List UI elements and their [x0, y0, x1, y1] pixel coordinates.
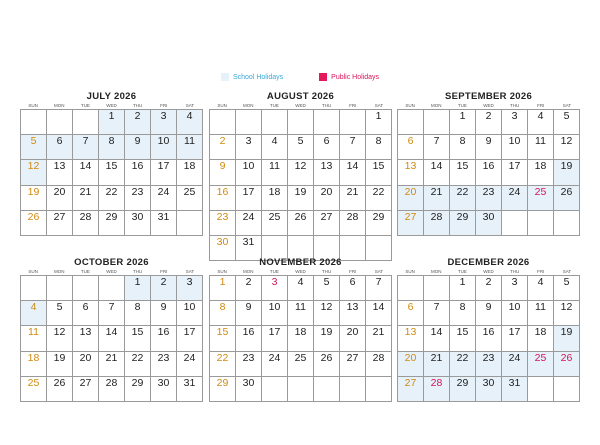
month-title: NOVEMBER 2026 [259, 257, 342, 268]
day-cell[interactable]: 11 [262, 160, 288, 185]
day-cell[interactable]: 28 [424, 377, 450, 402]
day-cell[interactable]: 30 [236, 377, 262, 402]
day-cell[interactable]: 31 [151, 211, 177, 236]
day-cell[interactable]: 21 [340, 186, 366, 211]
day-cell[interactable]: 13 [314, 160, 340, 185]
day-cell[interactable]: 1 [125, 276, 151, 301]
day-cell[interactable]: 16 [125, 160, 151, 185]
day-cell[interactable]: 29 [99, 211, 125, 236]
day-cell[interactable]: 31 [236, 236, 262, 261]
weekday-label: THU [322, 269, 332, 274]
empty-cell [73, 276, 99, 301]
day-cell[interactable]: 1 [450, 110, 476, 135]
day-cell[interactable]: 15 [366, 160, 392, 185]
day-cell[interactable]: 19 [288, 186, 314, 211]
day-cell[interactable]: 6 [340, 276, 366, 301]
month-title: JULY 2026 [86, 91, 137, 102]
month-calendar [209, 92, 392, 261]
day-cell[interactable]: 8 [366, 135, 392, 160]
day-cell[interactable]: 21 [424, 352, 450, 377]
day-cell[interactable]: 3 [502, 110, 528, 135]
day-cell[interactable]: 17 [236, 186, 262, 211]
day-cell[interactable]: 8 [99, 135, 125, 160]
day-cell[interactable]: 12 [554, 301, 580, 326]
month-title: DECEMBER 2026 [447, 257, 530, 268]
day-cell[interactable]: 27 [340, 352, 366, 377]
day-cell[interactable]: 15 [450, 326, 476, 351]
weekday-label: THU [510, 269, 520, 274]
day-cell[interactable]: 18 [177, 160, 203, 185]
empty-cell [21, 110, 47, 135]
day-cell[interactable]: 5 [554, 110, 580, 135]
day-cell[interactable]: 8 [210, 301, 236, 326]
day-cell[interactable]: 10 [262, 301, 288, 326]
day-grid [209, 109, 392, 261]
day-cell[interactable]: 28 [99, 377, 125, 402]
day-cell[interactable]: 10 [177, 301, 203, 326]
day-cell[interactable]: 19 [47, 352, 73, 377]
day-cell[interactable]: 4 [528, 110, 554, 135]
empty-cell [366, 377, 392, 402]
day-cell[interactable]: 25 [262, 211, 288, 236]
day-cell[interactable]: 12 [288, 160, 314, 185]
day-cell[interactable]: 3 [177, 276, 203, 301]
day-cell[interactable]: 12 [21, 160, 47, 185]
day-cell[interactable]: 10 [502, 135, 528, 160]
day-grid [397, 109, 580, 236]
day-cell[interactable]: 7 [424, 135, 450, 160]
day-cell[interactable]: 18 [288, 326, 314, 351]
day-cell[interactable]: 17 [262, 326, 288, 351]
day-cell[interactable]: 20 [398, 352, 424, 377]
day-cell[interactable]: 14 [73, 160, 99, 185]
day-cell[interactable]: 3 [151, 110, 177, 135]
day-cell[interactable]: 5 [21, 135, 47, 160]
day-cell[interactable]: 26 [554, 186, 580, 211]
day-cell[interactable]: 10 [151, 135, 177, 160]
empty-cell [262, 377, 288, 402]
day-cell[interactable]: 8 [125, 301, 151, 326]
month-calendar [20, 92, 203, 236]
day-cell[interactable]: 17 [151, 160, 177, 185]
weekday-header [20, 102, 203, 109]
day-cell[interactable]: 23 [236, 352, 262, 377]
empty-cell [73, 110, 99, 135]
day-cell[interactable]: 7 [424, 301, 450, 326]
day-cell[interactable]: 7 [366, 276, 392, 301]
day-cell[interactable]: 2 [125, 110, 151, 135]
weekday-label: MON [53, 103, 65, 108]
day-cell[interactable]: 17 [177, 326, 203, 351]
day-cell[interactable]: 8 [450, 301, 476, 326]
day-cell[interactable]: 13 [398, 326, 424, 351]
day-cell[interactable]: 12 [47, 326, 73, 351]
empty-cell [314, 110, 340, 135]
weekday-header [20, 268, 203, 275]
day-cell[interactable]: 11 [288, 301, 314, 326]
empty-cell [288, 110, 314, 135]
empty-cell [528, 211, 554, 236]
empty-cell [398, 276, 424, 301]
day-cell[interactable]: 24 [502, 352, 528, 377]
empty-cell [340, 377, 366, 402]
legend-public-holidays [319, 73, 379, 81]
weekday-label: TUE [457, 269, 467, 274]
day-cell[interactable]: 31 [177, 377, 203, 402]
day-cell[interactable]: 11 [528, 301, 554, 326]
day-cell[interactable]: 22 [210, 352, 236, 377]
day-cell[interactable]: 16 [210, 186, 236, 211]
month-title: AUGUST 2026 [266, 91, 335, 102]
weekday-label: MON [430, 269, 442, 274]
day-cell[interactable]: 24 [236, 211, 262, 236]
weekday-label: FRI [537, 269, 545, 274]
day-cell[interactable]: 20 [340, 326, 366, 351]
day-cell[interactable]: 21 [424, 186, 450, 211]
day-cell[interactable]: 20 [73, 352, 99, 377]
weekday-label: SUN [217, 103, 227, 108]
month-calendar [397, 258, 580, 402]
day-cell[interactable]: 4 [262, 135, 288, 160]
day-cell[interactable]: 14 [424, 160, 450, 185]
weekday-label: WED [106, 269, 117, 274]
day-cell[interactable]: 16 [476, 160, 502, 185]
weekday-label: TUE [269, 103, 279, 108]
day-cell[interactable]: 25 [288, 352, 314, 377]
day-cell[interactable]: 2 [476, 110, 502, 135]
day-cell[interactable]: 26 [21, 211, 47, 236]
weekday-label: WED [295, 103, 306, 108]
day-cell[interactable]: 20 [398, 186, 424, 211]
weekday-header [397, 102, 580, 109]
day-cell[interactable]: 18 [262, 186, 288, 211]
day-cell[interactable]: 2 [236, 276, 262, 301]
weekday-label: WED [483, 103, 494, 108]
weekday-label: THU [322, 103, 332, 108]
day-cell[interactable]: 16 [476, 326, 502, 351]
day-cell[interactable]: 9 [125, 135, 151, 160]
day-cell[interactable]: 2 [210, 135, 236, 160]
day-cell[interactable]: 27 [73, 377, 99, 402]
day-cell[interactable]: 19 [554, 160, 580, 185]
day-cell[interactable]: 7 [340, 135, 366, 160]
day-cell[interactable]: 16 [151, 326, 177, 351]
day-cell[interactable]: 13 [73, 326, 99, 351]
day-cell[interactable]: 21 [99, 352, 125, 377]
day-cell[interactable]: 15 [210, 326, 236, 351]
empty-cell [21, 276, 47, 301]
day-cell[interactable]: 25 [528, 186, 554, 211]
weekday-label: TUE [269, 269, 279, 274]
day-cell[interactable]: 22 [450, 352, 476, 377]
empty-cell [47, 276, 73, 301]
day-cell[interactable]: 10 [502, 301, 528, 326]
day-cell[interactable]: 30 [476, 377, 502, 402]
weekday-label: FRI [349, 103, 357, 108]
weekday-label: THU [133, 103, 143, 108]
day-cell[interactable]: 29 [450, 377, 476, 402]
day-cell[interactable]: 5 [288, 135, 314, 160]
weekday-label: FRI [349, 269, 357, 274]
day-cell[interactable]: 1 [366, 110, 392, 135]
day-cell[interactable]: 4 [528, 276, 554, 301]
day-cell[interactable]: 10 [236, 160, 262, 185]
day-cell[interactable]: 24 [177, 352, 203, 377]
day-cell[interactable]: 18 [528, 160, 554, 185]
empty-cell [47, 110, 73, 135]
month-title: OCTOBER 2026 [74, 257, 149, 268]
weekday-label: WED [106, 103, 117, 108]
empty-cell [262, 110, 288, 135]
day-grid [20, 275, 203, 402]
legend [0, 73, 600, 81]
day-cell[interactable]: 30 [210, 236, 236, 261]
weekday-label: SUN [28, 103, 38, 108]
day-cell[interactable]: 5 [47, 301, 73, 326]
day-cell[interactable]: 14 [366, 301, 392, 326]
day-cell[interactable]: 11 [528, 135, 554, 160]
weekday-label: SAT [185, 269, 195, 274]
day-cell[interactable]: 25 [528, 352, 554, 377]
day-cell[interactable]: 6 [398, 301, 424, 326]
day-cell[interactable]: 28 [424, 211, 450, 236]
day-cell[interactable]: 29 [450, 211, 476, 236]
school-holiday-swatch [221, 73, 229, 81]
weekday-label: SUN [405, 103, 415, 108]
day-cell[interactable]: 24 [151, 186, 177, 211]
day-cell[interactable]: 1 [210, 276, 236, 301]
day-cell[interactable]: 19 [554, 326, 580, 351]
day-cell[interactable]: 28 [73, 211, 99, 236]
day-cell[interactable]: 1 [99, 110, 125, 135]
day-cell[interactable]: 23 [476, 186, 502, 211]
empty-cell [340, 110, 366, 135]
day-cell[interactable]: 13 [398, 160, 424, 185]
weekday-header [209, 268, 392, 275]
day-cell[interactable]: 25 [177, 186, 203, 211]
school-holiday-label: School Holidays [232, 73, 284, 81]
day-cell[interactable]: 6 [314, 135, 340, 160]
day-cell[interactable]: 18 [21, 352, 47, 377]
weekday-label: MON [430, 103, 442, 108]
day-cell[interactable]: 26 [554, 352, 580, 377]
weekday-label: WED [483, 269, 494, 274]
day-cell[interactable]: 6 [398, 135, 424, 160]
empty-cell [314, 377, 340, 402]
weekday-label: MON [53, 269, 65, 274]
day-cell[interactable]: 29 [125, 377, 151, 402]
empty-cell [528, 377, 554, 402]
weekday-label: TUE [80, 103, 90, 108]
empty-cell [424, 110, 450, 135]
day-cell[interactable]: 3 [262, 276, 288, 301]
day-cell[interactable]: 14 [424, 326, 450, 351]
day-cell[interactable]: 31 [502, 377, 528, 402]
weekday-label: MON [242, 103, 254, 108]
day-cell[interactable]: 23 [151, 352, 177, 377]
weekday-label: WED [295, 269, 306, 274]
day-cell[interactable]: 27 [314, 211, 340, 236]
empty-cell [398, 110, 424, 135]
day-cell[interactable]: 14 [99, 326, 125, 351]
day-cell[interactable]: 26 [314, 352, 340, 377]
weekday-label: THU [133, 269, 143, 274]
day-cell[interactable]: 22 [366, 186, 392, 211]
empty-cell [554, 211, 580, 236]
day-cell[interactable]: 20 [314, 186, 340, 211]
day-cell[interactable]: 30 [125, 211, 151, 236]
day-cell[interactable]: 19 [314, 326, 340, 351]
day-cell[interactable]: 17 [502, 326, 528, 351]
day-cell[interactable]: 17 [502, 160, 528, 185]
day-cell[interactable]: 9 [476, 135, 502, 160]
day-cell[interactable]: 15 [450, 160, 476, 185]
day-cell[interactable]: 14 [340, 160, 366, 185]
day-cell[interactable]: 22 [125, 352, 151, 377]
weekday-header [209, 102, 392, 109]
weekday-label: SUN [217, 269, 227, 274]
weekday-header [397, 268, 580, 275]
month-calendar [397, 92, 580, 236]
day-grid [20, 109, 203, 236]
day-cell[interactable]: 6 [47, 135, 73, 160]
day-cell[interactable]: 26 [47, 377, 73, 402]
weekday-label: FRI [160, 269, 168, 274]
day-cell[interactable]: 22 [99, 186, 125, 211]
day-cell[interactable]: 30 [476, 211, 502, 236]
weekday-label: SAT [374, 269, 384, 274]
legend-school-holidays [221, 73, 283, 81]
month-calendar [20, 258, 203, 402]
day-cell[interactable]: 4 [288, 276, 314, 301]
weekday-label: SAT [374, 103, 384, 108]
day-cell[interactable]: 22 [450, 186, 476, 211]
day-cell[interactable]: 6 [73, 301, 99, 326]
day-cell[interactable]: 28 [366, 352, 392, 377]
day-cell[interactable]: 7 [99, 301, 125, 326]
day-cell[interactable]: 8 [450, 135, 476, 160]
month-calendar [209, 258, 392, 402]
public-holiday-swatch [319, 73, 327, 81]
day-cell[interactable]: 13 [340, 301, 366, 326]
day-cell[interactable]: 21 [366, 326, 392, 351]
day-cell[interactable]: 3 [236, 135, 262, 160]
public-holiday-label: Public Holidays [331, 73, 380, 81]
weekday-label: FRI [537, 103, 545, 108]
day-cell[interactable]: 16 [236, 326, 262, 351]
weekday-label: THU [510, 103, 520, 108]
day-cell[interactable]: 5 [554, 276, 580, 301]
day-cell[interactable]: 2 [476, 276, 502, 301]
weekday-label: MON [242, 269, 254, 274]
day-cell[interactable]: 29 [210, 377, 236, 402]
empty-cell [502, 211, 528, 236]
empty-cell [288, 377, 314, 402]
day-cell[interactable]: 27 [47, 211, 73, 236]
day-cell[interactable]: 15 [125, 326, 151, 351]
day-cell[interactable]: 12 [554, 135, 580, 160]
weekday-label: FRI [160, 103, 168, 108]
day-cell[interactable]: 4 [177, 110, 203, 135]
day-cell[interactable]: 23 [476, 352, 502, 377]
weekday-label: SAT [185, 103, 195, 108]
day-cell[interactable]: 15 [99, 160, 125, 185]
day-cell[interactable]: 7 [73, 135, 99, 160]
day-cell[interactable]: 26 [288, 211, 314, 236]
day-cell[interactable]: 29 [366, 211, 392, 236]
day-cell[interactable]: 9 [476, 301, 502, 326]
day-cell[interactable]: 24 [502, 186, 528, 211]
day-cell[interactable]: 23 [210, 211, 236, 236]
day-cell[interactable]: 27 [398, 377, 424, 402]
day-cell[interactable]: 25 [21, 377, 47, 402]
month-title: SEPTEMBER 2026 [444, 91, 533, 102]
empty-cell [236, 110, 262, 135]
day-cell[interactable]: 2 [151, 276, 177, 301]
day-cell[interactable]: 18 [528, 326, 554, 351]
day-cell[interactable]: 11 [21, 326, 47, 351]
day-cell[interactable]: 19 [21, 186, 47, 211]
day-cell[interactable]: 24 [262, 352, 288, 377]
day-cell[interactable]: 9 [236, 301, 262, 326]
weekday-label: SAT [562, 103, 572, 108]
day-cell[interactable]: 5 [314, 276, 340, 301]
day-cell[interactable]: 30 [151, 377, 177, 402]
day-cell[interactable]: 9 [210, 160, 236, 185]
day-cell[interactable]: 21 [73, 186, 99, 211]
day-cell[interactable]: 23 [125, 186, 151, 211]
empty-cell [99, 276, 125, 301]
day-cell[interactable]: 12 [314, 301, 340, 326]
weekday-label: TUE [457, 103, 467, 108]
day-cell[interactable]: 9 [151, 301, 177, 326]
day-cell[interactable]: 13 [47, 160, 73, 185]
day-cell[interactable]: 20 [47, 186, 73, 211]
day-grid [209, 275, 392, 402]
empty-cell [210, 110, 236, 135]
empty-cell [177, 211, 203, 236]
weekday-label: TUE [80, 269, 90, 274]
day-cell[interactable]: 11 [177, 135, 203, 160]
day-cell[interactable]: 4 [21, 301, 47, 326]
weekday-label: SUN [28, 269, 38, 274]
day-cell[interactable]: 3 [502, 276, 528, 301]
weekday-label: SUN [405, 269, 415, 274]
day-cell[interactable]: 28 [340, 211, 366, 236]
day-cell[interactable]: 27 [398, 211, 424, 236]
day-grid [397, 275, 580, 402]
empty-cell [554, 377, 580, 402]
empty-cell [424, 276, 450, 301]
weekday-label: SAT [562, 269, 572, 274]
day-cell[interactable]: 1 [450, 276, 476, 301]
